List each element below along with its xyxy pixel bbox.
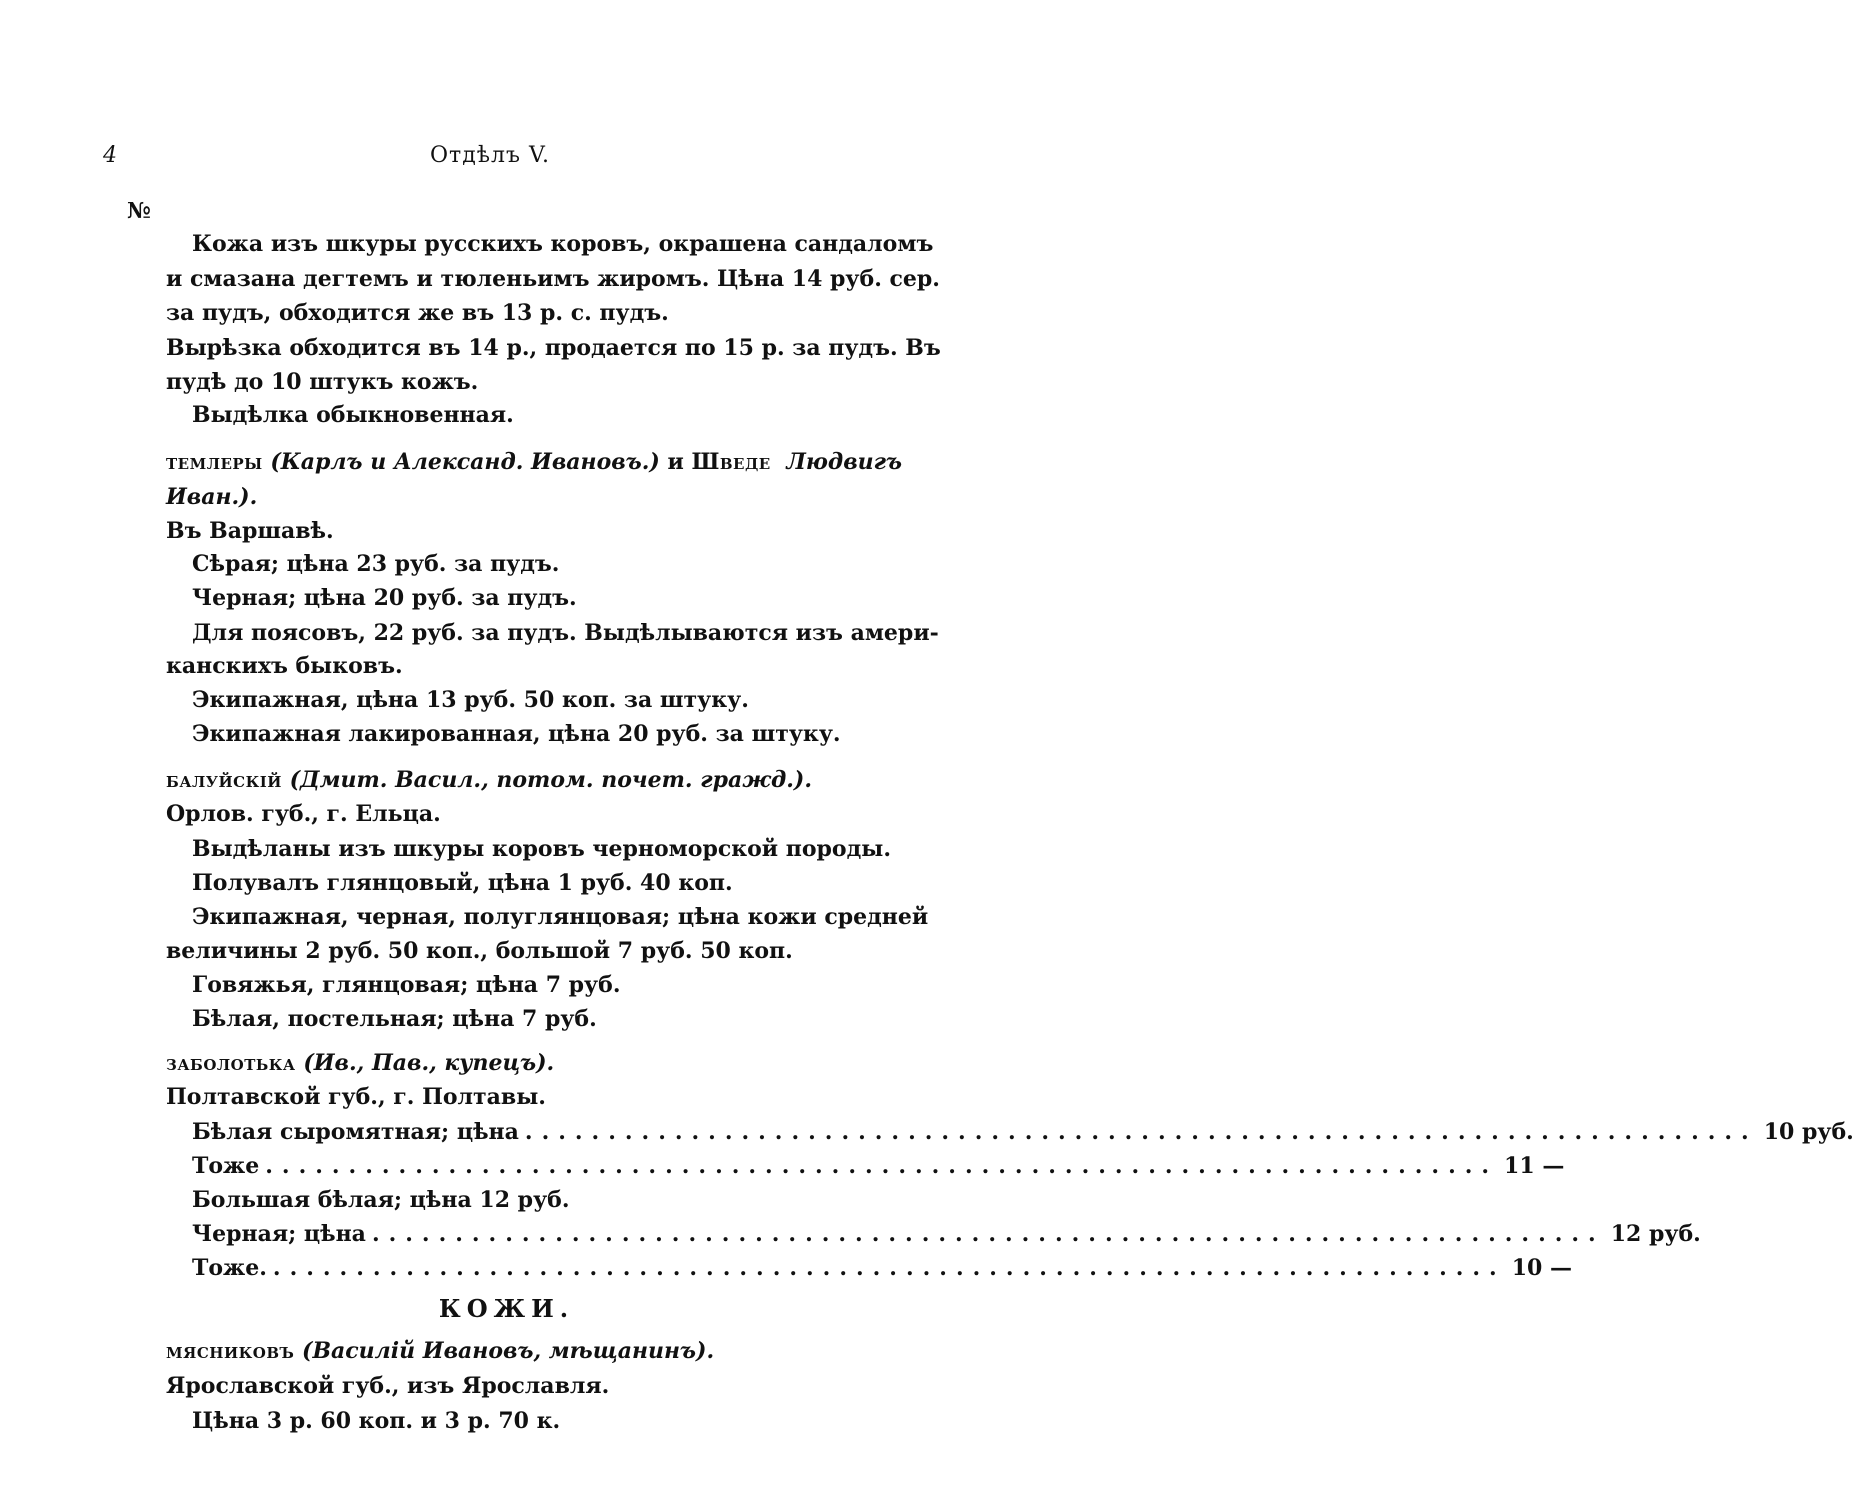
price-value: 12 руб. xyxy=(1610,1221,1701,1247)
text-line: за пудъ, обходится же въ 13 р. с. пудъ. xyxy=(166,300,669,326)
text-line: Черная; цѣна 20 руб. за пудъ. xyxy=(192,585,577,611)
section-heading: КОЖИ. xyxy=(438,1294,575,1323)
price-label: Черная; цѣна xyxy=(192,1221,366,1247)
section-title: Отдѣлъ V. xyxy=(430,143,551,168)
text-line: Говяжья, глянцовая; цѣна 7 руб. xyxy=(192,972,621,998)
entry-name-detail: (Ив., Пав., купецъ). xyxy=(303,1050,555,1076)
entry-name-detail: (Василій Ивановъ, мѣщанинъ). xyxy=(302,1338,715,1364)
leader-dots: .......................................................................... xyxy=(265,1153,1499,1179)
text-line: Сѣрая; цѣна 23 руб. за пудъ. xyxy=(192,551,560,577)
price-label: Тоже. xyxy=(192,1255,267,1281)
text-line: Вырѣзка обходится въ 14 р., продается по 15 р. за пудъ. Въ xyxy=(166,335,941,361)
text-line: Полувалъ глянцовый, цѣна 1 руб. 40 коп. xyxy=(192,870,733,896)
text-line: Бѣлая, постельная; цѣна 7 руб. xyxy=(192,1006,597,1032)
text-line: Выдѣлка обыкновенная. xyxy=(192,402,514,428)
entry-name-detail: (Карлъ и Александ. Ивановъ.) xyxy=(270,449,660,475)
entry-heading xyxy=(166,1340,714,1362)
entry-name: заболотька xyxy=(166,1050,296,1076)
price-row xyxy=(192,1255,1572,1281)
price-row xyxy=(192,1119,1854,1145)
text-line: канскихъ быковъ. xyxy=(166,653,403,679)
entry-heading xyxy=(166,1052,554,1074)
text-line: Экипажная лакированная, цѣна 20 руб. за штуку. xyxy=(192,721,841,747)
text-line: Экипажная, цѣна 13 руб. 50 коп. за штуку. xyxy=(192,687,749,713)
entry-place: Ярославской губ., изъ Ярославля. xyxy=(166,1373,610,1399)
price-label: Бѣлая сыромятная; цѣна xyxy=(192,1119,519,1145)
price-row xyxy=(192,1221,1701,1247)
entry-place: Орлов. губ., г. Ельца. xyxy=(166,801,441,827)
leader-dots: .......................................................................... xyxy=(272,1255,1506,1281)
entry-name: балуйскій xyxy=(166,767,282,793)
text-line: Выдѣланы изъ шкуры коровъ черноморской породы. xyxy=(192,836,891,862)
entry-name-detail: (Дмит. Васил., потом. почет. гражд.). xyxy=(289,767,812,793)
text-line: Для поясовъ, 22 руб. за пудъ. Выдѣлываются изъ амери- xyxy=(192,620,939,646)
entry-place: Въ Варшавѣ. xyxy=(166,518,334,544)
entry-name-continued: Иван.). xyxy=(166,484,258,510)
entry-place: Полтавской губ., г. Полтавы. xyxy=(166,1084,546,1110)
page-number: 4 xyxy=(103,143,117,168)
entry-heading xyxy=(166,451,902,473)
leader-dots: .......................................................................... xyxy=(371,1221,1605,1247)
entry-name: мясниковъ xyxy=(166,1338,295,1364)
entry-heading xyxy=(166,769,812,791)
price-label: Тоже xyxy=(192,1153,260,1179)
leader-dots: .......................................................................... xyxy=(524,1119,1758,1145)
text-line: Большая бѣлая; цѣна 12 руб. xyxy=(192,1187,570,1213)
entry-name-second-detail: Людвигъ xyxy=(786,449,903,475)
entry-name-second: Шведе xyxy=(691,449,771,475)
entry-conjunction: и xyxy=(667,449,684,475)
price-value: 11 — xyxy=(1504,1153,1565,1179)
number-sign: № xyxy=(127,198,151,224)
price-value: 10 — xyxy=(1511,1255,1572,1281)
entry-name: темлеры xyxy=(166,449,263,475)
text-line: Кожа изъ шкуры русскихъ коровъ, окрашена сандаломъ xyxy=(192,231,934,257)
price-value: 10 руб. xyxy=(1763,1119,1854,1145)
text-line: и смазана дегтемъ и тюленьимъ жиромъ. Цѣна 14 руб. сер. xyxy=(166,266,940,292)
price-row xyxy=(192,1153,1565,1179)
text-line: величины 2 руб. 50 коп., большой 7 руб. 50 коп. xyxy=(166,938,793,964)
text-line: пудѣ до 10 штукъ кожъ. xyxy=(166,369,479,395)
text-line: Экипажная, черная, полуглянцовая; цѣна кожи средней xyxy=(192,904,929,930)
text-line: Цѣна 3 р. 60 коп. и 3 р. 70 к. xyxy=(192,1408,561,1434)
